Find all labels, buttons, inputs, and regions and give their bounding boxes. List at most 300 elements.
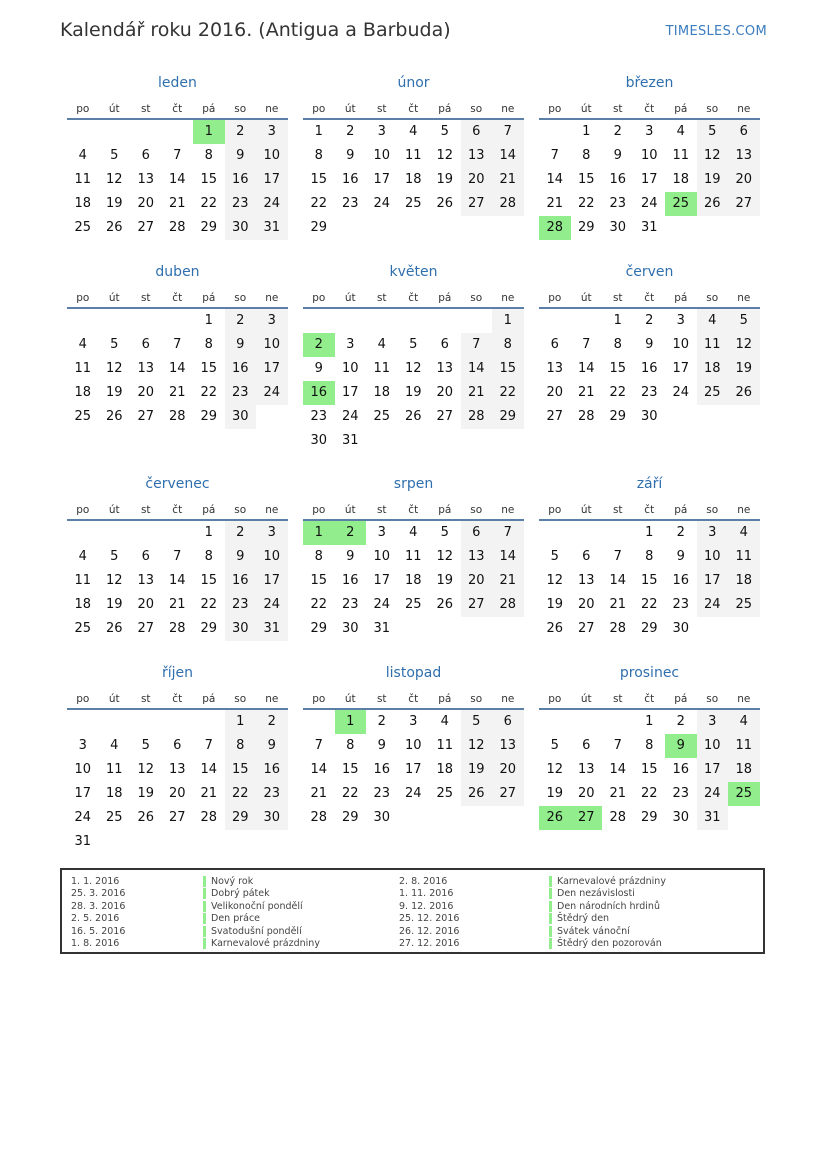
weekday-label: pá [438,292,452,304]
day-cell: 7 [582,337,591,352]
day-cell: 6 [141,337,150,352]
weekday-label: st [612,504,623,516]
holiday-legend [60,868,765,954]
day-cell: 19 [546,786,564,801]
day-cell: 20 [137,196,155,211]
day-cell: 5 [550,738,559,753]
week-row [539,333,760,357]
day-cell: 15 [200,573,218,588]
day-cell: 21 [168,196,186,211]
day-cell: 1 [645,714,654,729]
day-cell: 24 [74,810,92,825]
day-cell: 13 [577,762,595,777]
day-cell: 29 [200,220,218,235]
day-cell: 28 [168,409,186,424]
day-cell: 4 [377,337,386,352]
day-cell: 24 [256,192,288,216]
day-cell: 18 [74,597,92,612]
day-cell: 21 [609,786,627,801]
weekday-header [539,283,760,309]
week-row [67,734,288,758]
day-cell: 4 [78,549,87,564]
empty-day-cell [67,710,99,734]
weekday-label: po [548,504,562,516]
month-block [303,72,524,240]
day-cell: 4 [409,525,418,540]
day-cell: 20 [728,168,760,192]
day-cell: 20 [577,597,595,612]
week-row [67,758,288,782]
weekday-label: so [470,504,483,516]
day-cell: 29 [225,806,257,830]
empty-day-cell [429,309,461,333]
day-cell: 10 [672,337,690,352]
month-block [67,662,288,854]
day-cell: 19 [404,385,422,400]
weekday-label: čt [172,693,183,705]
day-cell: 25 [105,810,123,825]
day-cell: 11 [404,148,422,163]
week-row [67,357,288,381]
day-cell: 21 [310,786,328,801]
day-cell: 5 [110,337,119,352]
day-cell: 16 [225,357,257,381]
week-row [539,710,760,734]
weekday-label: po [76,693,90,705]
weekday-label: út [108,103,120,115]
day-cell: 12 [404,361,422,376]
day-cell: 4 [440,714,449,729]
day-cell: 1 [314,124,323,139]
day-cell: 10 [373,148,391,163]
week-row [539,405,760,429]
empty-day-cell [335,216,367,240]
day-cell: 25 [697,381,729,405]
day-cell: 13 [461,144,493,168]
day-cell: 15 [225,758,257,782]
empty-day-cell [256,405,288,429]
day-cell: 1 [335,710,367,734]
weekday-label: po [312,103,326,115]
day-cell: 7 [550,148,559,163]
day-cell: 1 [204,313,213,328]
weekday-label: čt [644,693,655,705]
day-cell: 30 [672,810,690,825]
legend-holiday-name: Svátek vánoční [549,926,630,937]
weekday-label: čt [408,103,419,115]
weekday-label: so [706,292,719,304]
weekday-header [67,495,288,521]
empty-day-cell [492,216,524,240]
weekday-header [303,94,524,120]
day-cell: 2 [303,333,335,357]
weekday-header [67,94,288,120]
empty-day-cell [429,806,461,830]
day-cell: 2 [346,124,355,139]
day-cell: 21 [200,786,218,801]
day-cell: 23 [341,597,359,612]
day-cell: 2 [225,521,257,545]
day-cell: 20 [492,758,524,782]
week-row [67,120,288,144]
empty-day-cell [461,617,493,641]
weekday-label: so [470,693,483,705]
day-cell: 1 [193,120,225,144]
month-block [303,662,524,830]
legend-holiday-name: Svatodušní pondělí [203,926,302,937]
day-cell: 3 [377,124,386,139]
day-cell: 18 [105,786,123,801]
weekday-label: čt [644,292,655,304]
day-cell: 19 [105,385,123,400]
day-cell: 6 [173,738,182,753]
legend-holiday-name: Den národních hrdinů [549,901,660,912]
day-cell: 22 [341,786,359,801]
empty-day-cell [130,309,162,333]
weekday-label: pá [674,693,688,705]
day-cell: 6 [492,710,524,734]
weekday-label: so [234,504,247,516]
weekday-label: čt [172,103,183,115]
weekday-label: so [234,693,247,705]
day-cell: 23 [310,409,328,424]
weekday-label: ne [501,693,515,705]
day-cell: 12 [105,573,123,588]
day-cell: 31 [640,220,658,235]
day-cell: 29 [609,409,627,424]
day-cell: 19 [105,196,123,211]
day-cell: 19 [436,172,454,187]
weekday-label: pá [202,693,216,705]
day-cell: 18 [672,172,690,187]
day-cell: 8 [613,337,622,352]
day-cell: 30 [640,409,658,424]
day-cell: 11 [728,734,760,758]
day-cell: 14 [609,573,627,588]
legend-holiday-name: Den nezávislosti [549,888,635,899]
day-cell: 15 [640,762,658,777]
day-cell: 27 [571,806,603,830]
week-row [539,120,760,144]
week-row [303,545,524,569]
weekday-header [303,283,524,309]
day-cell: 14 [168,172,186,187]
day-cell: 19 [728,357,760,381]
day-cell: 7 [204,738,213,753]
weekday-label: pá [438,504,452,516]
week-row [67,545,288,569]
empty-day-cell [366,429,398,453]
day-cell: 7 [173,549,182,564]
day-cell: 26 [461,782,493,806]
day-cell: 31 [256,216,288,240]
day-cell: 9 [645,337,654,352]
day-cell: 11 [404,549,422,564]
day-cell: 29 [577,220,595,235]
day-cell: 4 [409,124,418,139]
day-cell: 1 [204,525,213,540]
week-row [303,782,524,806]
day-cell: 14 [577,361,595,376]
month-block [539,662,760,830]
empty-day-cell [256,830,288,854]
month-block [67,473,288,641]
day-cell: 27 [137,220,155,235]
weekday-label: čt [172,292,183,304]
day-cell: 18 [728,569,760,593]
day-cell: 21 [461,381,493,405]
day-cell: 2 [377,714,386,729]
day-cell: 9 [676,549,685,564]
legend-holiday-name: Dobrý pátek [203,888,270,899]
empty-day-cell [461,309,493,333]
day-cell: 7 [461,333,493,357]
weekday-label: pá [202,504,216,516]
day-cell: 19 [436,573,454,588]
day-cell: 24 [697,782,729,806]
day-cell: 17 [672,361,690,376]
day-cell: 26 [697,192,729,216]
day-cell: 15 [200,361,218,376]
day-cell: 28 [168,621,186,636]
day-cell: 2 [645,313,654,328]
week-row [539,521,760,545]
week-row [539,617,760,641]
day-cell: 8 [346,738,355,753]
empty-day-cell [99,120,131,144]
month-name: červen [625,264,674,280]
day-cell: 2 [613,124,622,139]
week-row [303,521,524,545]
day-cell: 17 [697,758,729,782]
weekday-header [303,495,524,521]
day-cell: 11 [74,573,92,588]
day-cell: 6 [461,120,493,144]
empty-day-cell [193,710,225,734]
empty-day-cell [366,216,398,240]
legend-date: 27. 12. 2016 [399,938,460,949]
day-cell: 7 [613,549,622,564]
empty-day-cell [366,309,398,333]
day-cell: 1 [492,309,524,333]
empty-day-cell [67,120,99,144]
week-row [539,168,760,192]
weekday-label: ne [501,103,515,115]
weekday-label: čt [408,504,419,516]
day-cell: 11 [373,361,391,376]
day-cell: 8 [314,549,323,564]
weekday-label: út [344,693,356,705]
day-cell: 28 [168,220,186,235]
empty-day-cell [398,617,430,641]
day-cell: 19 [137,786,155,801]
day-cell: 29 [310,220,328,235]
day-cell: 20 [137,385,155,400]
week-row [303,617,524,641]
empty-day-cell [99,521,131,545]
day-cell: 12 [546,573,564,588]
day-cell: 22 [492,381,524,405]
week-row [303,357,524,381]
day-cell: 20 [436,385,454,400]
day-cell: 20 [577,786,595,801]
empty-day-cell [571,710,603,734]
week-row [303,216,524,240]
day-cell: 25 [728,593,760,617]
day-cell: 5 [697,120,729,144]
day-cell: 9 [377,738,386,753]
weekday-label: pá [438,693,452,705]
empty-day-cell [429,429,461,453]
legend-holiday-name: Karnevalové prázdniny [203,938,320,949]
day-cell: 20 [461,168,493,192]
legend-holiday-name: Karnevalové prázdniny [549,876,666,887]
week-row [539,357,760,381]
month-block [303,473,524,641]
day-cell: 24 [373,597,391,612]
week-row [539,192,760,216]
day-cell: 25 [74,220,92,235]
day-cell: 3 [256,521,288,545]
week-row [539,144,760,168]
week-row [303,758,524,782]
week-row [67,144,288,168]
day-cell: 12 [461,734,493,758]
week-row [303,429,524,453]
day-cell: 25 [436,786,454,801]
day-cell: 5 [110,148,119,163]
day-cell: 5 [440,525,449,540]
week-row [303,120,524,144]
day-cell: 28 [539,216,571,240]
empty-day-cell [539,309,571,333]
empty-day-cell [492,806,524,830]
day-cell: 22 [200,385,218,400]
day-cell: 1 [582,124,591,139]
day-cell: 16 [341,172,359,187]
weekday-label: st [612,693,623,705]
weekday-label: ne [737,504,751,516]
day-cell: 3 [346,337,355,352]
day-cell: 7 [173,337,182,352]
empty-day-cell [697,216,729,240]
week-row [303,734,524,758]
day-cell: 6 [582,549,591,564]
day-cell: 13 [728,144,760,168]
weekday-label: po [76,292,90,304]
day-cell: 14 [168,573,186,588]
day-cell: 30 [609,220,627,235]
day-cell: 15 [200,172,218,187]
day-cell: 24 [672,385,690,400]
day-cell: 5 [461,710,493,734]
day-cell: 21 [546,196,564,211]
day-cell: 14 [492,144,524,168]
day-cell: 23 [672,786,690,801]
week-row [539,758,760,782]
day-cell: 14 [461,357,493,381]
weekday-label: ne [265,292,279,304]
week-row [67,617,288,641]
day-cell: 29 [200,621,218,636]
day-cell: 8 [645,738,654,753]
day-cell: 13 [137,361,155,376]
day-cell: 14 [310,762,328,777]
day-cell: 30 [373,810,391,825]
week-row [67,381,288,405]
day-cell: 19 [105,597,123,612]
day-cell: 11 [697,333,729,357]
day-cell: 10 [640,148,658,163]
day-cell: 24 [256,381,288,405]
brand-logo-text[interactable]: TIMESLES.COM [665,24,767,39]
day-cell: 14 [546,172,564,187]
day-cell: 10 [341,361,359,376]
empty-day-cell [492,617,524,641]
day-cell: 18 [373,385,391,400]
month-name: březen [625,75,674,91]
day-cell: 13 [492,734,524,758]
day-cell: 18 [728,758,760,782]
day-cell: 8 [204,549,213,564]
day-cell: 27 [728,192,760,216]
day-cell: 16 [256,758,288,782]
day-cell: 10 [404,738,422,753]
day-cell: 4 [728,710,760,734]
legend-holiday-name: Štědrý den pozorován [549,938,662,949]
day-cell: 30 [256,806,288,830]
day-cell: 12 [436,549,454,564]
weekday-label: ne [737,292,751,304]
day-cell: 12 [105,172,123,187]
day-cell: 11 [436,738,454,753]
day-cell: 1 [645,525,654,540]
day-cell: 22 [640,597,658,612]
day-cell: 27 [137,409,155,424]
weekday-label: ne [737,693,751,705]
day-cell: 23 [225,593,257,617]
day-cell: 31 [373,621,391,636]
weekday-label: pá [674,292,688,304]
day-cell: 1 [613,313,622,328]
day-cell: 6 [440,337,449,352]
day-cell: 8 [225,734,257,758]
legend-holiday-name: Velikonoční pondělí [203,901,303,912]
weekday-label: ne [501,292,515,304]
day-cell: 15 [609,361,627,376]
day-cell: 26 [539,806,571,830]
day-cell: 8 [645,549,654,564]
day-cell: 18 [697,357,729,381]
weekday-label: út [344,504,356,516]
day-cell: 6 [141,549,150,564]
week-row [67,782,288,806]
empty-day-cell [697,405,729,429]
day-cell: 28 [609,810,627,825]
week-row [303,593,524,617]
day-cell: 15 [577,172,595,187]
day-cell: 11 [672,148,690,163]
week-row [303,569,524,593]
day-cell: 24 [404,786,422,801]
day-cell: 9 [225,545,257,569]
empty-day-cell [429,617,461,641]
day-cell: 25 [373,409,391,424]
weekday-header [539,495,760,521]
weekday-label: ne [501,504,515,516]
day-cell: 3 [377,525,386,540]
month-block [67,261,288,429]
